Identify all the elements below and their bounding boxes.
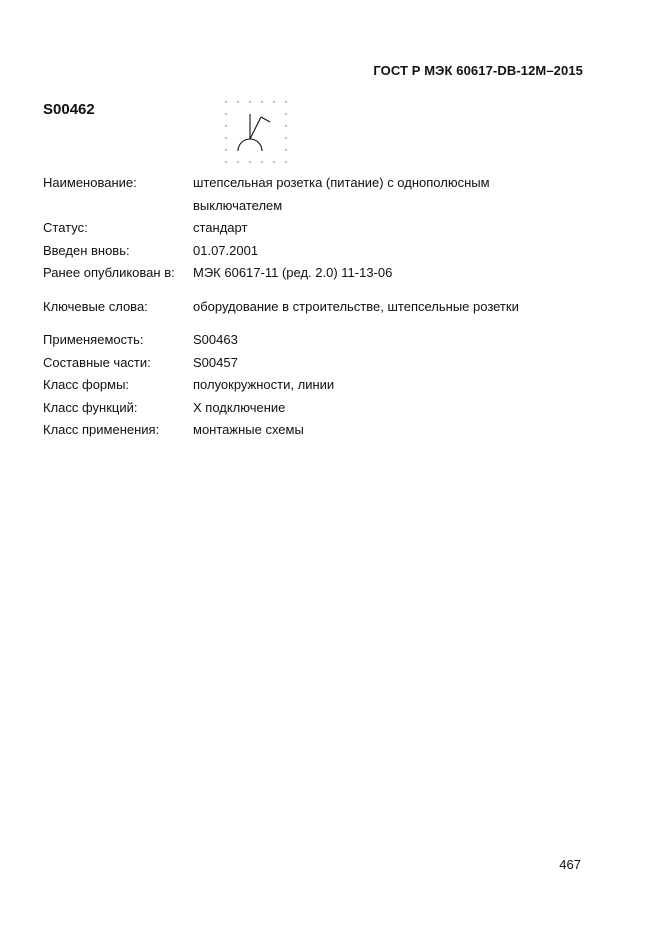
field-label: Наименование: (43, 175, 137, 190)
field-value: стандарт (193, 220, 248, 235)
field-name (43, 172, 603, 217)
field-label: Введен вновь: (43, 242, 130, 258)
field-label: Класс формы: (43, 377, 130, 392)
page-number: 467 (559, 857, 581, 872)
field-label: Класс применения: (43, 422, 160, 437)
field-label: Применяемость: (43, 332, 144, 347)
field-value: 01.07.2001 (193, 242, 259, 258)
field-value: монтажные схемы (193, 422, 304, 437)
field-shape-class (43, 374, 603, 397)
field-applicability (43, 329, 603, 352)
document-header: ГОСТ Р МЭК 60617-DB-12M–2015 (373, 63, 583, 78)
field-application-class (43, 419, 603, 442)
field-value: МЭК 60617-11 (ред. 2.0) 11-13-06 (193, 265, 393, 280)
symbol-fields (43, 172, 603, 442)
field-label: Статус: (43, 220, 88, 235)
field-value: S00457 (193, 354, 238, 370)
field-status (43, 217, 603, 240)
socket-with-switch-symbol (220, 96, 292, 166)
field-keywords (43, 296, 603, 319)
field-label: Ранее опубликован в: (43, 265, 175, 280)
field-value: S00463 (193, 332, 238, 347)
field-components (43, 352, 603, 375)
field-value: X подключение (193, 399, 286, 415)
field-previously-published (43, 262, 603, 285)
field-introduced (43, 240, 603, 263)
field-label: Составные части: (43, 354, 151, 370)
field-label: Ключевые слова: (43, 298, 148, 314)
symbol-code: S00462 (43, 101, 95, 118)
field-value: полуокружности, линии (193, 377, 335, 392)
field-value: штепсельная розетка (питание) с однополюсным выключателем (193, 175, 490, 213)
field-value: оборудование в строительстве, штепсельные розетки (193, 298, 519, 314)
field-function-class (43, 397, 603, 420)
field-label: Класс функций: (43, 399, 138, 415)
